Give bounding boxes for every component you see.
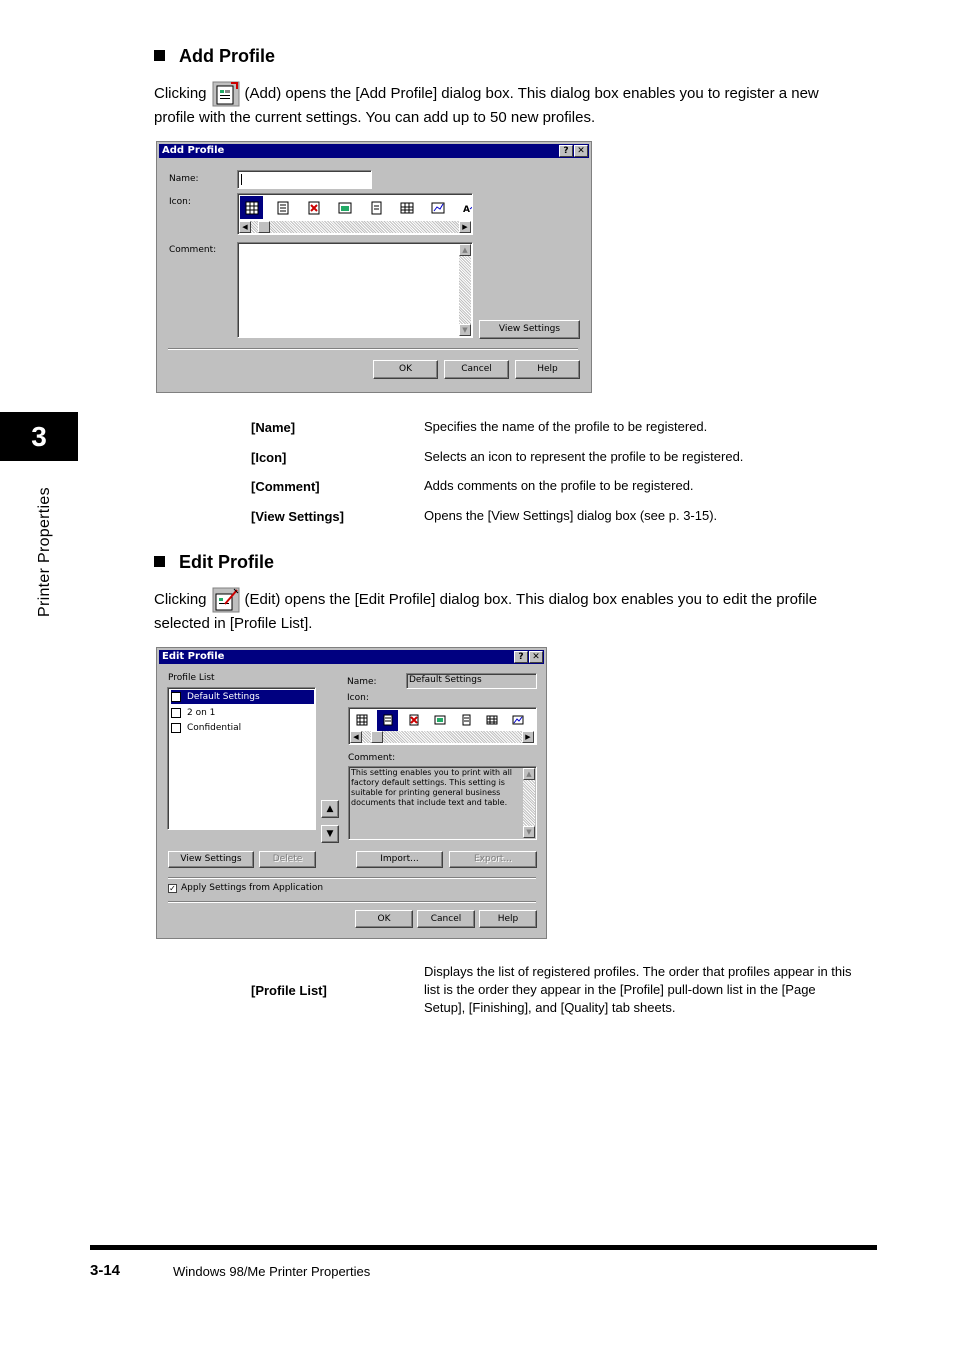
icon-picker[interactable] — [348, 707, 537, 745]
icon-option-page[interactable] — [455, 710, 476, 731]
scroll-down-button[interactable]: ▼ — [523, 826, 535, 838]
icon-option-picture[interactable] — [429, 710, 450, 731]
footer-title: Windows 98/Me Printer Properties — [173, 1264, 371, 1279]
chapter-number-tab: 3 — [0, 412, 78, 461]
name-input[interactable]: Default Settings — [406, 673, 537, 689]
definition-term: [View Settings] — [251, 509, 344, 524]
edit-profile-paragraph: Clicking (Edit) opens the [Edit Profile] dialog box. This dialog box enables you to edit the profile selected in [Profile List]. — [154, 586, 874, 634]
scroll-right-button[interactable]: ▶ — [522, 731, 534, 743]
definition-term: [Profile List] — [251, 983, 327, 998]
icon-option-page[interactable] — [364, 196, 387, 219]
close-button[interactable]: ✕ — [529, 651, 543, 663]
page-number: 3-14 — [90, 1262, 121, 1279]
profile-list[interactable] — [167, 687, 316, 830]
icon-option-table[interactable] — [481, 710, 502, 731]
help-question-button[interactable]: ? — [559, 145, 573, 157]
comment-label: Comment: — [348, 753, 396, 763]
list-item[interactable]: Confidential — [171, 721, 241, 735]
name-label: Name: — [169, 174, 199, 184]
definition-term: [Name] — [251, 420, 296, 435]
chapter-side-label: Printer Properties — [36, 487, 53, 617]
dialog-separator — [168, 348, 578, 350]
icon-label: Icon: — [347, 693, 369, 703]
dialog-separator — [168, 901, 536, 903]
profile-icon — [171, 708, 181, 718]
comment-label: Comment: — [169, 245, 217, 255]
view-settings-button[interactable]: View Settings — [479, 320, 580, 339]
definition-description: Selects an icon to represent the profile to be registered. — [424, 449, 744, 464]
help-question-button[interactable]: ? — [514, 651, 528, 663]
svg-text:A: A — [462, 204, 470, 215]
view-settings-button[interactable]: View Settings — [168, 851, 254, 868]
icon-label: Icon: — [169, 197, 191, 207]
icon-horizontal-scrollbar[interactable] — [362, 731, 522, 743]
close-button[interactable]: ✕ — [574, 145, 588, 157]
definition-description: Adds comments on the profile to be registered. — [424, 478, 694, 493]
add-profile-titlebar: Add Profile ? ✕ — [159, 144, 589, 158]
ok-button[interactable]: OK — [355, 910, 413, 928]
icon-option-text[interactable] — [457, 196, 472, 219]
footer-rule — [90, 1245, 877, 1250]
delete-button[interactable]: Delete — [259, 851, 316, 868]
import-button[interactable]: Import... — [356, 851, 443, 868]
comment-textarea[interactable] — [237, 242, 473, 338]
text-caret — [241, 174, 242, 185]
help-button[interactable]: Help — [479, 910, 537, 928]
scroll-left-button[interactable]: ◀ — [350, 731, 362, 743]
edit-profile-titlebar: Edit Profile ? ✕ — [159, 650, 544, 664]
move-up-button[interactable]: ▲ — [321, 800, 339, 818]
definition-description: Opens the [View Settings] dialog box (see p. 3-15). — [424, 508, 718, 523]
definition-description: Displays the list of registered profiles. The order that profiles appear in this list is the order they appear in the [Profile] pull-down list in the [Page Setup], [Finishing], and [Quality] tab sheets. — [424, 964, 852, 1015]
profile-icon — [171, 692, 181, 702]
icon-option-document[interactable] — [377, 710, 398, 731]
edit-profile-heading: Edit Profile — [154, 552, 274, 573]
icon-option-grid[interactable] — [240, 196, 263, 219]
apply-settings-checkbox-row[interactable]: ✓ Apply Settings from Application — [169, 883, 324, 893]
icon-option-document[interactable] — [271, 196, 294, 219]
cancel-button[interactable]: Cancel — [417, 910, 475, 928]
icon-option-confidential[interactable] — [403, 710, 424, 731]
scroll-left-button[interactable]: ◀ — [239, 221, 251, 233]
definition-description: Specifies the name of the profile to be registered. — [424, 419, 708, 434]
bullet-square-icon — [154, 50, 165, 61]
dialog-separator — [168, 877, 536, 879]
scroll-up-button[interactable]: ▲ — [459, 244, 471, 256]
list-item[interactable]: 2 on 1 — [171, 706, 215, 720]
scroll-thumb[interactable] — [258, 221, 270, 233]
checkbox-checked-icon[interactable]: ✓ — [169, 883, 176, 893]
icon-horizontal-scrollbar[interactable] — [251, 221, 459, 233]
icon-option-chart[interactable] — [426, 196, 449, 219]
export-button[interactable]: Export... — [449, 851, 537, 868]
add-profile-paragraph: Clicking (Add) opens the [Add Profile] dialog box. This dialog box enables you to register a new profile with the current settings. You can add up to 50 new profiles. — [154, 80, 874, 128]
icon-option-chart[interactable] — [507, 710, 528, 731]
edit-profile-dialog — [156, 647, 547, 939]
scroll-right-button[interactable]: ▶ — [459, 221, 471, 233]
icon-option-confidential[interactable] — [302, 196, 325, 219]
add-profile-dialog — [156, 141, 592, 393]
list-item[interactable]: Default Settings — [171, 690, 314, 704]
icon-option-table[interactable] — [395, 196, 418, 219]
name-label: Name: — [347, 677, 377, 687]
definition-term: [Comment] — [251, 479, 320, 494]
icon-option-picture[interactable] — [333, 196, 356, 219]
bullet-square-icon — [154, 556, 165, 567]
move-down-button[interactable]: ▼ — [321, 825, 339, 843]
icon-option-grid[interactable] — [351, 710, 372, 731]
edit-profile-icon — [211, 586, 241, 614]
profile-list-label: Profile List — [168, 673, 215, 683]
help-button[interactable]: Help — [515, 360, 580, 379]
name-input[interactable] — [237, 170, 372, 189]
scroll-down-button[interactable]: ▼ — [459, 324, 471, 336]
scroll-up-button[interactable]: ▲ — [523, 768, 535, 780]
scroll-thumb[interactable] — [371, 731, 383, 743]
comment-textarea[interactable]: This setting enables you to print with all factory default settings. This setting is suitable for printing general business documents that include text and table. ▲ ▼ — [348, 766, 537, 840]
add-profile-heading: Add Profile — [154, 46, 275, 67]
cancel-button[interactable]: Cancel — [444, 360, 509, 379]
icon-picker[interactable] — [237, 193, 473, 235]
comment-vertical-scrollbar[interactable] — [459, 256, 471, 324]
add-profile-icon — [211, 80, 241, 108]
ok-button[interactable]: OK — [373, 360, 438, 379]
definition-term: [Icon] — [251, 450, 287, 465]
profile-icon — [171, 723, 181, 733]
comment-vertical-scrollbar[interactable] — [523, 780, 535, 826]
